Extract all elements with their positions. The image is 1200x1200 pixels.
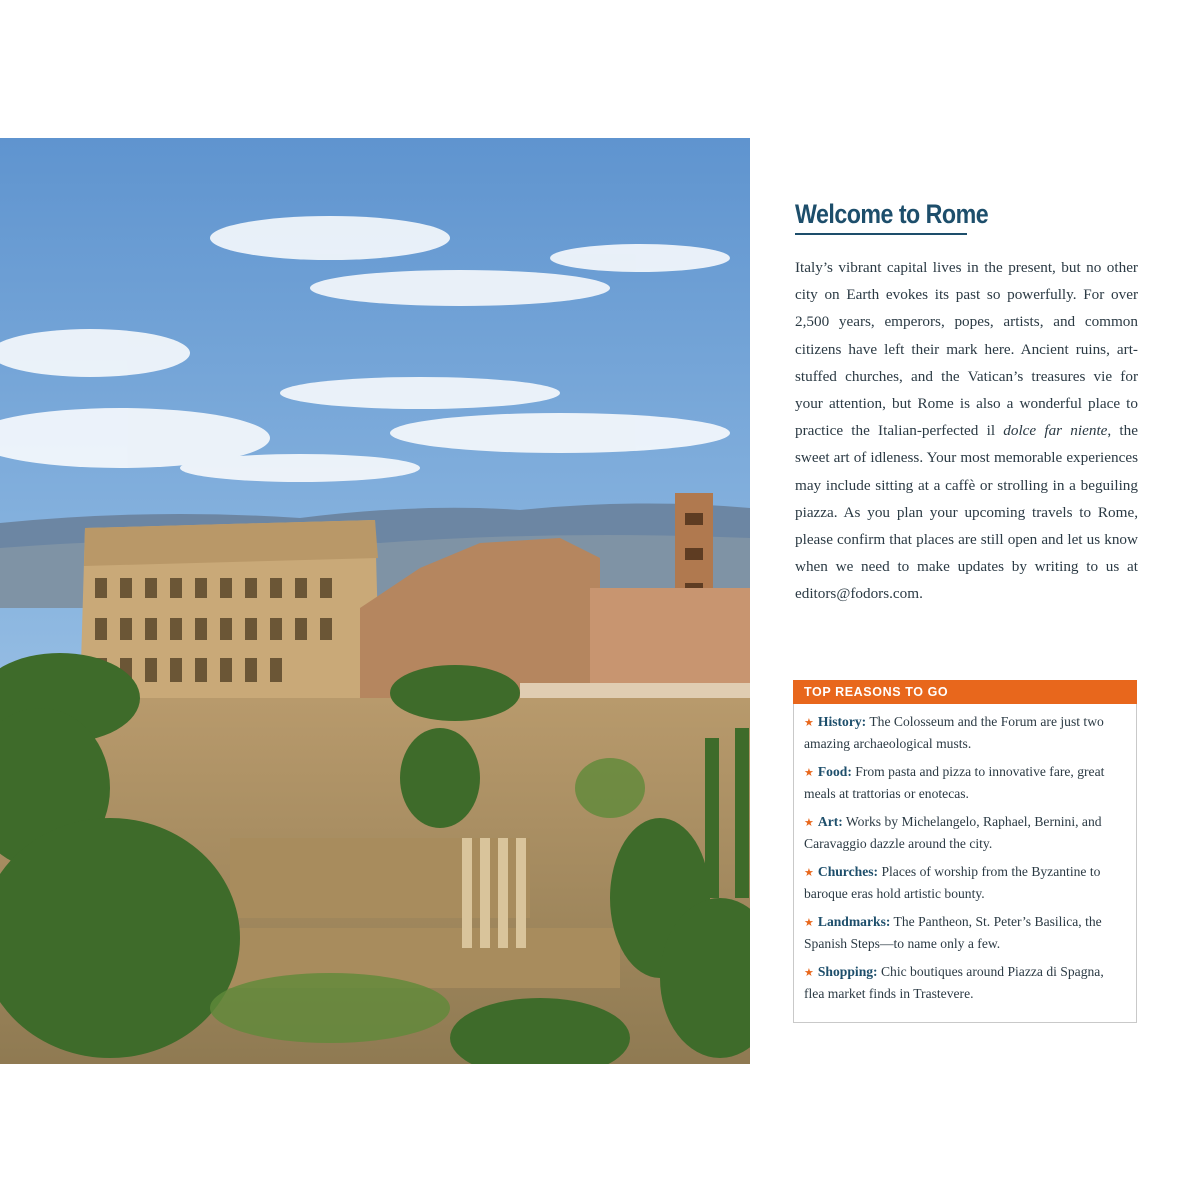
star-icon: ★ <box>804 717 814 729</box>
rome-photo <box>0 138 750 1064</box>
reason-text: Places of worship from the Byzantine to baroque eras hold artistic bounty. <box>804 864 1101 901</box>
star-icon: ★ <box>804 967 814 979</box>
intro-italic-phrase: dolce far niente <box>1003 422 1108 440</box>
reason-label: Art: <box>817 814 843 829</box>
intro-text-part2: , the sweet art of idleness. Your most memorable experiences may include sitting at a caffè or strolling in a beguiling piazza. As you plan your upcoming travels to Rome, please confirm that places are still open and let us know when we need to make updates by writing to us at editors@fodors.com. <box>795 422 1138 603</box>
page-title: Welcome to Rome <box>795 199 989 229</box>
reason-label: Landmarks: <box>817 914 891 929</box>
star-icon: ★ <box>804 817 814 829</box>
reason-text: Chic boutiques around Piazza di Spagna, flea market finds in Trastevere. <box>804 964 1104 1001</box>
list-item <box>804 812 1126 853</box>
star-icon: ★ <box>804 767 814 779</box>
reason-text: Works by Michelangelo, Raphael, Bernini, and Caravaggio dazzle around the city. <box>804 814 1102 851</box>
star-icon: ★ <box>804 867 814 879</box>
star-icon: ★ <box>804 917 814 929</box>
list-item <box>804 962 1126 1003</box>
reason-label: Churches: <box>817 864 879 879</box>
top-reasons-list <box>794 704 1136 1003</box>
title-underline <box>795 233 967 235</box>
top-reasons-box <box>793 680 1137 1023</box>
reason-label: Shopping: <box>817 964 878 979</box>
colosseum-forum-image <box>0 138 750 1064</box>
intro-text-part1: Italy’s vibrant capital lives in the present, but no other city on Earth evokes its past so powerfully. For over 2,500 years, emperors, popes, artists, and common citizens have left their mark here. Ancient ruins, art-stuffed churches, and the Vatican’s treasures vie for your attention, but Rome is also a wonderful place to practice the Italian-perfected il <box>795 259 1138 440</box>
list-item <box>804 862 1126 903</box>
reason-text: The Pantheon, St. Peter’s Basilica, the Spanish Steps—to name only a few. <box>804 914 1102 951</box>
list-item <box>804 762 1126 803</box>
list-item <box>804 912 1126 953</box>
top-reasons-heading: TOP REASONS TO GO <box>793 680 1137 704</box>
reason-text: The Colosseum and the Forum are just two amazing archaeological musts. <box>804 714 1104 751</box>
colosseum <box>80 520 380 698</box>
reason-label: Food: <box>817 764 852 779</box>
list-item <box>804 712 1126 753</box>
article-column <box>795 195 1138 623</box>
reason-label: History: <box>817 714 867 729</box>
intro-paragraph <box>795 254 1138 608</box>
reason-text: From pasta and pizza to innovative fare, great meals at trattorias or enotecas. <box>804 764 1105 801</box>
